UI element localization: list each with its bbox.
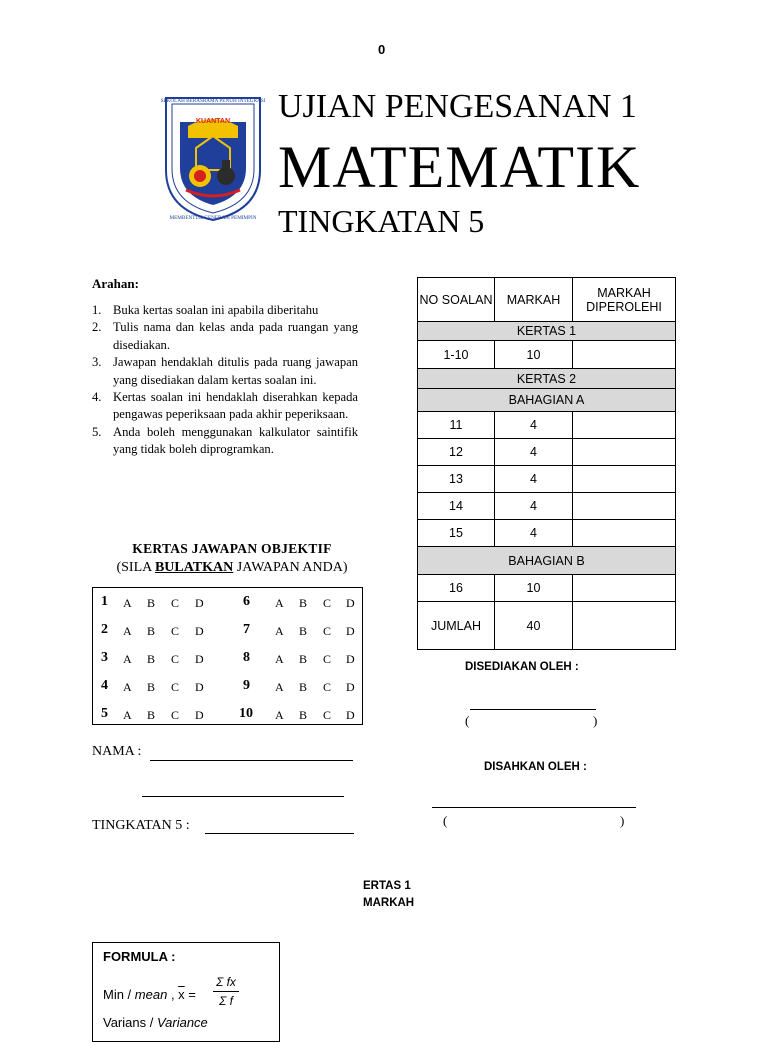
instruction-item: 1. Buka kertas soalan ini apabila diberitahu [92,303,319,317]
answer-option[interactable]: A [123,652,132,666]
obtained-mark-cell[interactable] [573,493,676,520]
section-kertas-1: KERTAS 1 [418,322,676,341]
verified-by-close-paren: ) [620,813,625,828]
answer-option[interactable]: B [299,680,308,694]
subject-title: MATEMATIK [278,134,641,200]
form-title: TINGKATAN 5 [278,203,485,239]
header-no-soalan: NO SOALAN [418,278,495,322]
answer-row: 4 A B C D 9 A B C D [101,678,355,694]
answer-option[interactable]: C [323,624,332,638]
question-cell: 13 [418,466,495,493]
mark-cell: 4 [495,439,573,466]
total-label: JUMLAH [418,602,495,650]
answer-option[interactable]: B [299,596,308,610]
answer-option[interactable]: A [123,708,132,722]
answer-option[interactable]: A [275,652,284,666]
mark-cell: 4 [495,412,573,439]
verified-by-signature-line[interactable] [432,807,636,808]
answer-row: 2 A B C D 7 A B C D [101,622,355,638]
formula-heading: FORMULA : [103,949,176,964]
answer-option[interactable]: A [123,624,132,638]
answer-row: 1 A B C D 6 A B C D [101,594,355,610]
instructions-heading: Arahan: [92,276,139,291]
answer-option[interactable]: B [147,680,156,694]
question-cell: 1-10 [418,341,495,369]
prepared-by-open-paren: ( [465,713,470,728]
question-cell: 16 [418,575,495,602]
answer-option[interactable]: D [346,624,355,638]
mark-cell: 10 [495,575,573,602]
clipped-overlay-text [363,878,414,912]
instruction-item: 5. Anda boleh menggunakan kalkulator saintifik yang tidak boleh diprogramkan. [92,424,358,457]
clipped-text-line-2: MARKAH [363,897,415,909]
answer-option[interactable]: D [195,708,204,722]
obtained-mark-cell[interactable] [573,412,676,439]
answer-option[interactable]: B [147,624,156,638]
answer-option[interactable]: B [147,652,156,666]
answer-option[interactable]: A [123,596,132,610]
formula-box [92,942,280,1042]
answer-option[interactable]: C [171,652,180,666]
answer-option[interactable]: A [275,624,284,638]
mean-denominator: Σ f [219,994,233,1008]
section-kertas-2: KERTAS 2 [418,369,676,389]
answer-row: 5 A B C D 10 A B C D [101,706,355,722]
obtained-mark-cell[interactable] [573,341,676,369]
logo-ring-text-bottom: MEMBENTUK GENERASI PEMIMPIN [169,215,257,221]
answer-option[interactable]: A [275,680,284,694]
question-cell: 15 [418,520,495,547]
answer-option[interactable]: B [299,624,308,638]
answer-option[interactable]: D [195,680,204,694]
total-mark: 40 [495,602,573,650]
fraction-bar [213,991,239,992]
name-label: NAMA : [92,744,142,759]
answer-option[interactable]: A [275,708,284,722]
instruction-item: 4. Kertas soalan ini hendaklah diserahkan kepada pengawas peperiksaan pada akhir peperiksaan. [92,390,358,422]
answer-option[interactable]: D [195,596,204,610]
obtained-mark-cell[interactable] [573,520,676,547]
obtained-mark-cell[interactable] [573,575,676,602]
page-number: 0 [378,42,386,57]
answer-option[interactable]: C [171,624,180,638]
section-bahagian-b: BAHAGIAN B [418,547,676,575]
answer-option[interactable]: B [299,652,308,666]
answer-option[interactable]: C [323,596,332,610]
logo-banner-text: KUANTAN [195,118,231,125]
answer-option[interactable]: C [171,596,180,610]
objective-sheet-instruction: (SILA BULATKAN JAWAPAN ANDA) [116,560,348,575]
mean-label: Min / mean , $\overline{x}$ = [103,987,196,1002]
objective-sheet-heading: KERTAS JAWAPAN OBJEKTIF [132,541,332,556]
form-field-line[interactable] [205,833,354,834]
answer-option[interactable]: D [195,652,204,666]
answer-row: 3 A B C D 8 A B C D [101,650,355,666]
prepared-by-label: DISEDIAKAN OLEH : [465,661,579,673]
name-field-line-1[interactable] [150,760,353,761]
marks-table [417,277,676,650]
obtained-mark-cell[interactable] [573,466,676,493]
logo-ring-text-top: SEKOLAH BERASRAMA PENUH INTEGRASI [160,98,266,104]
mark-cell: 4 [495,466,573,493]
exam-title: UJIAN PENGESANAN 1 [278,88,637,125]
answer-option[interactable]: D [346,680,355,694]
mark-cell: 4 [495,493,573,520]
total-obtained-cell[interactable] [573,602,676,650]
answer-option[interactable]: B [147,596,156,610]
mark-cell: 4 [495,520,573,547]
answer-option[interactable]: A [123,680,132,694]
form-label: TINGKATAN 5 : [92,818,190,833]
answer-option[interactable]: C [171,708,180,722]
answer-option[interactable]: A [275,596,284,610]
answer-option[interactable]: D [346,652,355,666]
instruction-item: 2. Tulis nama dan kelas anda pada ruangan yang disediakan. [92,320,358,352]
answer-option[interactable]: C [323,680,332,694]
answer-option[interactable]: D [346,596,355,610]
answer-option[interactable]: B [299,708,308,722]
mean-numerator: Σ fx [216,975,236,989]
prepared-by-signature-line[interactable] [470,709,596,710]
instructions-list [92,302,358,459]
answer-option[interactable]: D [346,708,355,722]
question-cell: 12 [418,439,495,466]
answer-option[interactable]: D [195,624,204,638]
name-field-line-2[interactable] [142,796,344,797]
question-cell: 11 [418,412,495,439]
section-bahagian-a: BAHAGIAN A [418,389,676,412]
header-markah-diperolehi: MARKAH DIPEROLEHI [573,278,676,322]
mark-cell: 10 [495,341,573,369]
prepared-by-close-paren: ) [593,713,598,728]
answer-option[interactable]: C [323,708,332,722]
instruction-item: 3. Jawapan hendaklah ditulis pada ruang jawapan yang disediakan dalam kertas soalan ini. [92,355,358,387]
question-cell: 14 [418,493,495,520]
variance-label: Varians / Variance [103,1015,208,1030]
verified-by-open-paren: ( [443,813,448,828]
objective-answer-grid [92,587,363,725]
obtained-mark-cell[interactable] [573,439,676,466]
header-markah: MARKAH [495,278,573,322]
school-logo [158,92,268,222]
answer-option[interactable]: C [171,680,180,694]
answer-option[interactable]: B [147,708,156,722]
clipped-text-line-1: ERTAS 1 [363,880,411,892]
verified-by-label: DISAHKAN OLEH : [484,761,587,773]
answer-option[interactable]: C [323,652,332,666]
